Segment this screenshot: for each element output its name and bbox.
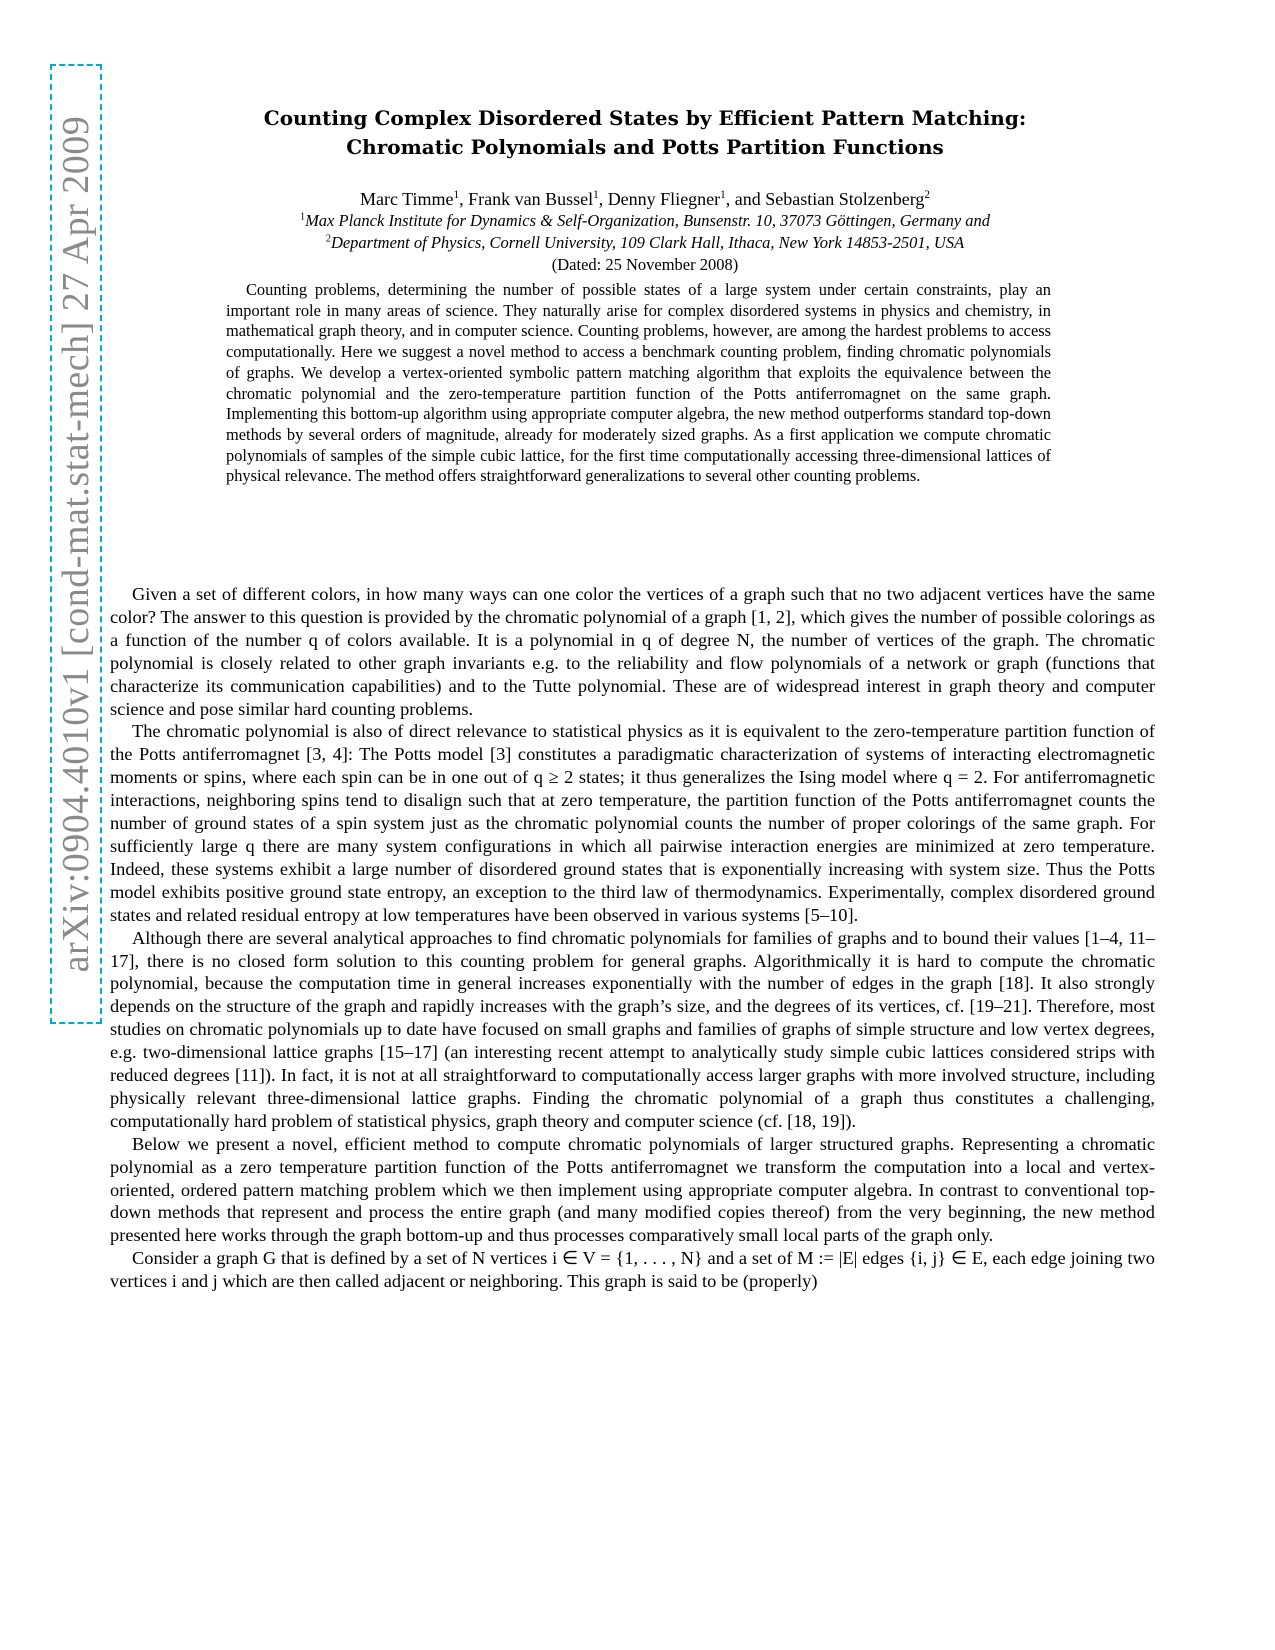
author-timme-affil: 1 [453, 189, 460, 201]
arxiv-stamp-text: arXiv:0904.4010v1 [cond-mat.stat-mech] 27 Apr 2009 [55, 115, 97, 973]
affiliation-2-text: Department of Physics, Cornell University, 109 Clark Hall, Ithaca, New York 14853-2501, USA [330, 233, 965, 252]
author-and: , and [725, 189, 766, 209]
affiliation-2-marker: 2 [325, 233, 331, 245]
main-text [110, 583, 1155, 1293]
author-fliegner-affil: 1 [720, 189, 726, 201]
paragraph-4: Below we present a novel, efficient method to compute chromatic polynomials of larger structured graphs. Representing a chromatic polynomial as a zero temperature partition function of the Potts antiferromagnet we transform the computation into a local and vertex-oriented, ordered pattern matching problem which we then implement using appropriate computer algebra. In contrast to conventional top-down methods that represent and process the entire graph (and many modified copies thereof) from the very beginning, the new method presented here works through the graph bottom-up and thus processes comparatively small local parts of the graph only. [110, 1133, 1155, 1246]
author-separator: , [598, 189, 608, 209]
affiliation-1-text: Max Planck Institute for Dynamics & Self-Organization, Bunsenstr. 10, 37073 Göttingen, Germany and [305, 211, 991, 230]
paper-title [150, 104, 1140, 162]
abstract: Counting problems, determining the number of possible states of a large system under certain constraints, play an important role in many areas of science. They naturally arise for complex disordered systems in physics and chemistry, in mathematical graph theory, and in computer science. Counting problems, however, are among the hardest problems to access computationally. Here we suggest a novel method to access a benchmark counting problem, finding chromatic polynomials of graphs. We develop a vertex-oriented symbolic pattern matching algorithm that exploits the equivalence between the chromatic polynomial and the zero-temperature partition function of the Potts antiferromagnet on the same graph. Implementing this bottom-up algorithm using appropriate computer algebra, the new method outperforms standard top-down methods by several orders of magnitude, already for moderately sized graphs. As a first application we compute chromatic polynomials of samples of the simple cubic lattice, for the first time computationally accessing three-dimensional lattices of physical relevance. The method offers straightforward generalizations to several other counting problems. [226, 280, 1051, 486]
date-line: (Dated: 25 November 2008) [551, 255, 739, 274]
affiliation-2 [150, 232, 1140, 254]
paragraph-2: The chromatic polynomial is also of direct relevance to statistical physics as it is equivalent to the zero-temperature partition function of the Potts antiferromagnet [3, 4]: The Potts model [3] constitutes a paradigmatic characterization of systems of interacting electromagnetic moments or spins, where each spin can be in one out of q ≥ 2 states; it thus generalizes the Ising model where q = 2. For antiferromagnetic interactions, neighboring spins tend to disalign such that at zero temperature, the partition function of the Potts antiferromagnet counts the number of ground states of a spin system just as the chromatic polynomial counts the number of proper colorings of the same graph. For sufficiently large q there are many system configurations in which all pairwise interaction energies are minimized at zero temperature. Indeed, these systems exhibit a large number of disordered ground states that is exponentially increasing with system size. Thus the Potts model exhibits positive ground state entropy, an exception to the third law of thermodynamics. Experimentally, complex disordered ground states and related residual entropy at low temperatures have been observed in various systems [5–10]. [110, 721, 1155, 925]
author-timme: Marc Timme [360, 189, 454, 209]
paragraph-1: Given a set of different colors, in how many ways can one color the vertices of a graph such that no two adjacent vertices have the same color? The answer to this question is provided by the chromatic polynomial of a graph [1, 2], which gives the number of possible colorings as a function of the number q of colors available. It is a polynomial in q of degree N, the number of vertices of the graph. The chromatic polynomial is closely related to other graph invariants e.g. to the reliability and flow polynomials of a network or graph (functions that characterize its communication capabilities) and to the Tutte polynomial. These are of widespread interest in graph theory and computer science and pose similar hard counting problems. [110, 584, 1155, 719]
affiliation-1-marker: 1 [299, 211, 306, 223]
arxiv-stamp[interactable] [50, 64, 102, 1024]
author-separator: , [459, 189, 469, 209]
author-van-bussel-affil: 1 [593, 189, 599, 201]
arxiv-stamp-anchor [0, 0, 97, 973]
author-stolzenberg-affil: 2 [924, 189, 930, 201]
author-list [150, 188, 1140, 210]
affiliation-1 [150, 210, 1140, 232]
author-van-bussel: Frank van Bussel [468, 189, 594, 209]
author-fliegner: Denny Fliegner [607, 189, 721, 209]
title-line-2: Chromatic Polynomials and Potts Partition Functions [346, 135, 944, 159]
paragraph-5: Consider a graph G that is defined by a set of N vertices i ∈ V = {1, . . . , N} and a set of M := |E| edges {i, j} ∈ E, each edge joining two vertices i and j which are then called adjacent or neighboring. This graph is said to be (properly) [110, 1248, 1155, 1292]
title-line-1: Counting Complex Disordered States by Efficient Pattern Matching: [263, 106, 1027, 130]
author-stolzenberg: Sebastian Stolzenberg [765, 189, 925, 209]
paragraph-3: Although there are several analytical approaches to find chromatic polynomials for families of graphs and to bound their values [1–4, 11–17], there is no closed form solution to this counting problem for general graphs. Algorithmically it is hard to compute the chromatic polynomial, because the computation time in general increases exponentially with the number of edges in the graph [18]. It also strongly depends on the structure of the graph and rapidly increases with the graph’s size, and the degrees of its vertices, cf. [19–21]. Therefore, most studies on chromatic polynomials up to date have focused on small graphs and families of graphs of simple structure and low vertex degrees, e.g. two-dimensional lattice graphs [15–17] (an interesting recent attempt to analytically study simple cubic lattices considered strips with reduced degrees [11]). In fact, it is not at all straightforward to computationally access larger graphs with more involved structure, including physically relevant three-dimensional lattice graphs. Finding the chromatic polynomial of a graph thus constitutes a challenging, computationally hard problem of statistical physics, graph theory and computer science (cf. [18, 19]). [110, 927, 1155, 1131]
